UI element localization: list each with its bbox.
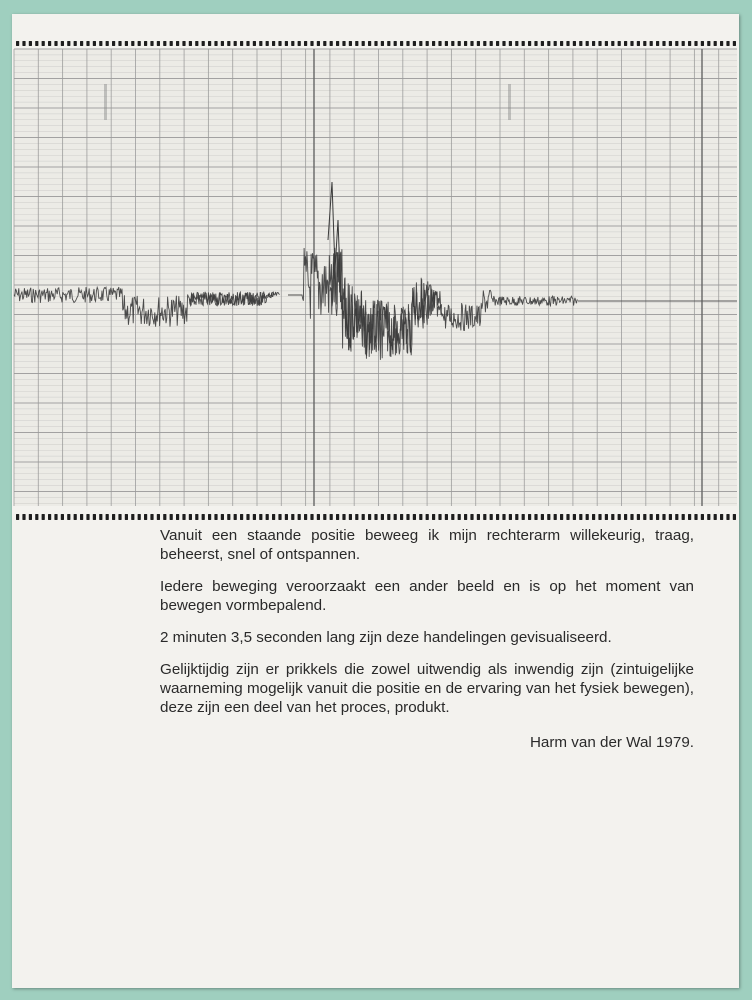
perforation-hole xyxy=(374,41,377,46)
perforation-hole xyxy=(566,41,569,46)
perforation-hole xyxy=(323,41,326,46)
perforation-hole xyxy=(598,514,601,520)
perforation-hole xyxy=(650,514,653,520)
perforation-hole xyxy=(125,41,128,46)
perforation-hole xyxy=(86,514,89,520)
perforation-hole xyxy=(61,41,64,46)
perforation-hole xyxy=(368,41,371,46)
perforation-hole xyxy=(278,41,281,46)
booklet-page xyxy=(12,14,739,988)
perforation-hole xyxy=(221,41,224,46)
perforation-hole xyxy=(170,41,173,46)
perforation-hole xyxy=(445,41,448,46)
perforation-hole xyxy=(150,41,153,46)
perforation-hole xyxy=(195,41,198,46)
perforation-hole xyxy=(99,41,102,46)
perforation-hole xyxy=(355,514,358,520)
chart-grid xyxy=(14,49,737,506)
perforation-hole xyxy=(579,41,582,46)
perforation-hole xyxy=(534,41,537,46)
perforation-hole xyxy=(496,41,499,46)
perforation-hole xyxy=(74,514,77,520)
perforation-hole xyxy=(720,41,723,46)
perforation-hole xyxy=(330,514,333,520)
perforation-hole xyxy=(515,41,518,46)
perforation-hole xyxy=(714,514,717,520)
perforation-hole xyxy=(611,514,614,520)
perforation-hole xyxy=(246,514,249,520)
perforation-hole xyxy=(67,514,70,520)
perforation-hole xyxy=(630,514,633,520)
paragraph-4: Gelijktijdig zijn er prikkels die zowel uitwendig als inwendig zijn (zintuigelijke waarneming mogelijk vanuit die positie en de ervaring van het fysiek bewegen), deze zijn een deel van het proces, produkt. xyxy=(160,661,694,716)
perforation-hole xyxy=(362,514,365,520)
perforation-hole xyxy=(323,514,326,520)
perforation-hole xyxy=(118,514,121,520)
grid-background xyxy=(14,49,737,506)
perforation-hole xyxy=(298,41,301,46)
perforation-hole xyxy=(317,41,320,46)
perforation-hole xyxy=(509,514,512,520)
perforation-hole xyxy=(368,514,371,520)
perforation-hole xyxy=(662,514,665,520)
perforation-hole xyxy=(701,41,704,46)
perforation-hole xyxy=(253,514,256,520)
perforation-hole xyxy=(413,41,416,46)
perforation-hole xyxy=(291,514,294,520)
perforation-hole xyxy=(16,514,19,520)
perforation-hole xyxy=(189,41,192,46)
perforation-hole xyxy=(688,41,691,46)
perforation-hole xyxy=(451,41,454,46)
perforation-hole xyxy=(573,41,576,46)
perforation-hole xyxy=(285,514,288,520)
perforation-hole xyxy=(272,41,275,46)
perforation-hole xyxy=(182,514,185,520)
perforation-hole xyxy=(381,514,384,520)
perforation-hole xyxy=(566,514,569,520)
perforation-hole xyxy=(477,514,480,520)
perforation-hole xyxy=(643,41,646,46)
perforation-hole xyxy=(54,514,57,520)
perforation-hole xyxy=(605,41,608,46)
perforation-hole xyxy=(592,41,595,46)
perforation-hole xyxy=(336,514,339,520)
perforation-hole xyxy=(67,41,70,46)
perforation-hole xyxy=(138,514,141,520)
perforation-hole xyxy=(733,41,736,46)
perforation-hole xyxy=(406,514,409,520)
perforation-hole xyxy=(291,41,294,46)
perforation-hole xyxy=(419,41,422,46)
perforation-hole xyxy=(157,41,160,46)
perforation-hole xyxy=(125,514,128,520)
perforation-hole xyxy=(445,514,448,520)
perforation-hole xyxy=(630,41,633,46)
perforation-hole xyxy=(259,514,262,520)
perforation-hole xyxy=(163,514,166,520)
perforation-hole xyxy=(208,514,211,520)
perforation-hole xyxy=(643,514,646,520)
perforation-hole xyxy=(48,41,51,46)
perforation-hole xyxy=(477,41,480,46)
perforation-hole xyxy=(522,41,525,46)
perforation-hole xyxy=(266,514,269,520)
perforation-hole xyxy=(669,41,672,46)
perforation-hole xyxy=(208,41,211,46)
perforation-hole xyxy=(406,41,409,46)
perforation-hole xyxy=(490,41,493,46)
perforation-hole xyxy=(362,41,365,46)
perforation-hole xyxy=(541,41,544,46)
perforation-hole xyxy=(131,41,134,46)
perforation-hole xyxy=(618,514,621,520)
perforation-hole xyxy=(413,514,416,520)
perforation-hole xyxy=(726,41,729,46)
perforation-hole xyxy=(387,41,390,46)
perforation-hole xyxy=(35,41,38,46)
perforation-hole xyxy=(35,514,38,520)
perforation-hole xyxy=(714,41,717,46)
perforation-hole xyxy=(29,514,32,520)
perforation-hole xyxy=(22,41,25,46)
perforation-hole xyxy=(624,514,627,520)
description-text xyxy=(160,526,694,765)
paragraph-2: Iedere beweging veroorzaakt een ander beeld en is op het moment van bewegen vormbepalend. xyxy=(160,578,694,614)
perforation-hole xyxy=(106,514,109,520)
perforation-hole xyxy=(349,41,352,46)
perforation-hole xyxy=(682,41,685,46)
paragraph-1: Vanuit een staande positie beweeg ik mijn rechterarm willekeurig, traag, beheerst, snel of ontspannen. xyxy=(160,527,694,563)
perforation-hole xyxy=(432,41,435,46)
perforation-hole xyxy=(266,41,269,46)
perforation-hole xyxy=(138,41,141,46)
signature: Harm van der Wal 1979. xyxy=(529,734,694,751)
perforation-hole xyxy=(298,514,301,520)
perforation-hole xyxy=(157,514,160,520)
perforation-hole xyxy=(502,41,505,46)
perforation-hole xyxy=(502,514,505,520)
perforation-hole xyxy=(112,514,115,520)
perforation-hole xyxy=(131,514,134,520)
perforation-hole xyxy=(349,514,352,520)
perforation-hole xyxy=(394,514,397,520)
perforation-hole xyxy=(694,41,697,46)
perforation-hole xyxy=(227,41,230,46)
perforation-hole xyxy=(106,41,109,46)
perforation-hole xyxy=(240,514,243,520)
perforation-hole xyxy=(726,514,729,520)
perforation-hole xyxy=(336,41,339,46)
perforation-hole xyxy=(688,514,691,520)
perforation-hole xyxy=(246,41,249,46)
perforation-hole xyxy=(458,41,461,46)
perforation-hole xyxy=(16,41,19,46)
perforation-hole xyxy=(144,41,147,46)
recorder-chart-strip xyxy=(12,40,739,526)
perforation-hole xyxy=(342,41,345,46)
perforation-hole xyxy=(554,514,557,520)
perforation-hole xyxy=(598,41,601,46)
perforation-hole xyxy=(93,514,96,520)
paper-print-mark xyxy=(104,84,107,120)
perforation-hole xyxy=(259,41,262,46)
perforation-hole xyxy=(202,514,205,520)
perforation-hole xyxy=(707,41,710,46)
perforation-hole xyxy=(22,514,25,520)
perforation-hole xyxy=(496,514,499,520)
perforation-hole xyxy=(637,41,640,46)
perforation-hole xyxy=(720,514,723,520)
perforation-hole xyxy=(221,514,224,520)
perforation-hole xyxy=(547,41,550,46)
perforation-hole xyxy=(74,41,77,46)
perforation-hole xyxy=(330,41,333,46)
perforation-hole xyxy=(522,514,525,520)
perforation-hole xyxy=(637,514,640,520)
perforation-hole xyxy=(227,514,230,520)
perforation-hole xyxy=(29,41,32,46)
perforation-hole xyxy=(387,514,390,520)
perforation-hole xyxy=(163,41,166,46)
perforation-hole xyxy=(176,41,179,46)
perforation-hole xyxy=(624,41,627,46)
perforation-hole xyxy=(42,41,45,46)
perforation-hole xyxy=(234,41,237,46)
perforation-hole xyxy=(464,41,467,46)
perforation-hole xyxy=(464,514,467,520)
paragraph-3: 2 minuten 3,5 seconden lang zijn deze handelingen gevisualiseerd. xyxy=(160,629,612,646)
perforation-hole xyxy=(458,514,461,520)
perforation-hole xyxy=(694,514,697,520)
perforation-hole xyxy=(214,514,217,520)
perforation-hole xyxy=(560,41,563,46)
perforation-hole xyxy=(342,514,345,520)
paper-print-mark xyxy=(508,84,511,120)
perforation-hole xyxy=(483,514,486,520)
perforation-hole xyxy=(470,41,473,46)
perforation-hole xyxy=(400,514,403,520)
perforation-hole xyxy=(240,41,243,46)
perforation-hole xyxy=(310,41,313,46)
perforation-hole xyxy=(483,41,486,46)
perforation-hole xyxy=(528,514,531,520)
perforation-hole xyxy=(701,514,704,520)
perforation-hole xyxy=(118,41,121,46)
perforation-hole xyxy=(253,41,256,46)
perforation-hole xyxy=(304,41,307,46)
perforation-hole xyxy=(93,41,96,46)
perforation-hole xyxy=(150,514,153,520)
perforation-hole xyxy=(144,514,147,520)
seismograph-chart xyxy=(12,40,739,526)
perforation-hole xyxy=(374,514,377,520)
perforation-hole xyxy=(451,514,454,520)
perforation-hole xyxy=(285,41,288,46)
perforation-hole xyxy=(310,514,313,520)
perforation-hole xyxy=(490,514,493,520)
perforation-hole xyxy=(560,514,563,520)
perforation-hole xyxy=(214,41,217,46)
perforation-hole xyxy=(733,514,736,520)
perforation-hole xyxy=(554,41,557,46)
perforation-hole xyxy=(426,514,429,520)
perforation-hole xyxy=(675,514,678,520)
perforation-hole xyxy=(515,514,518,520)
perforation-hole xyxy=(534,514,537,520)
perforation-hole xyxy=(182,41,185,46)
perforation-hole xyxy=(304,514,307,520)
perforation-hole xyxy=(573,514,576,520)
perforation-hole xyxy=(202,41,205,46)
perforation-hole xyxy=(426,41,429,46)
perforation-hole xyxy=(509,41,512,46)
perforation-hole xyxy=(234,514,237,520)
perforation-hole xyxy=(80,514,83,520)
perforation-hole xyxy=(86,41,89,46)
perforation-hole xyxy=(650,41,653,46)
perforation-hole xyxy=(394,41,397,46)
perforation-hole xyxy=(656,41,659,46)
perforation-hole xyxy=(432,514,435,520)
perforation-hole xyxy=(541,514,544,520)
perforation-hole xyxy=(547,514,550,520)
perforation-hole xyxy=(675,41,678,46)
perforation-hole xyxy=(592,514,595,520)
perforation-hole xyxy=(528,41,531,46)
perforation-hole xyxy=(438,41,441,46)
perforation-hole xyxy=(662,41,665,46)
perforation-hole xyxy=(54,41,57,46)
perforation-hole xyxy=(707,514,710,520)
perforation-hole xyxy=(317,514,320,520)
perforation-hole xyxy=(579,514,582,520)
perforation-hole xyxy=(189,514,192,520)
perforation-hole xyxy=(656,514,659,520)
perforation-hole xyxy=(586,41,589,46)
perforation-hole xyxy=(170,514,173,520)
perforation-hole xyxy=(605,514,608,520)
perforation-hole xyxy=(669,514,672,520)
perforation-hole xyxy=(272,514,275,520)
perforation-hole xyxy=(278,514,281,520)
perforation-hole xyxy=(61,514,64,520)
perforation-hole xyxy=(176,514,179,520)
perforation-hole xyxy=(112,41,115,46)
perforation-hole xyxy=(355,41,358,46)
perforation-hole xyxy=(48,514,51,520)
perforation-hole xyxy=(381,41,384,46)
perforation-hole xyxy=(195,514,198,520)
perforation-hole xyxy=(99,514,102,520)
perforation-hole xyxy=(42,514,45,520)
perforation-hole xyxy=(438,514,441,520)
perforation-hole xyxy=(80,41,83,46)
perforation-hole xyxy=(419,514,422,520)
perforation-hole xyxy=(470,514,473,520)
perforation-hole xyxy=(586,514,589,520)
perforation-hole xyxy=(611,41,614,46)
perforation-hole xyxy=(618,41,621,46)
perforation-hole xyxy=(682,514,685,520)
perforation-hole xyxy=(400,41,403,46)
